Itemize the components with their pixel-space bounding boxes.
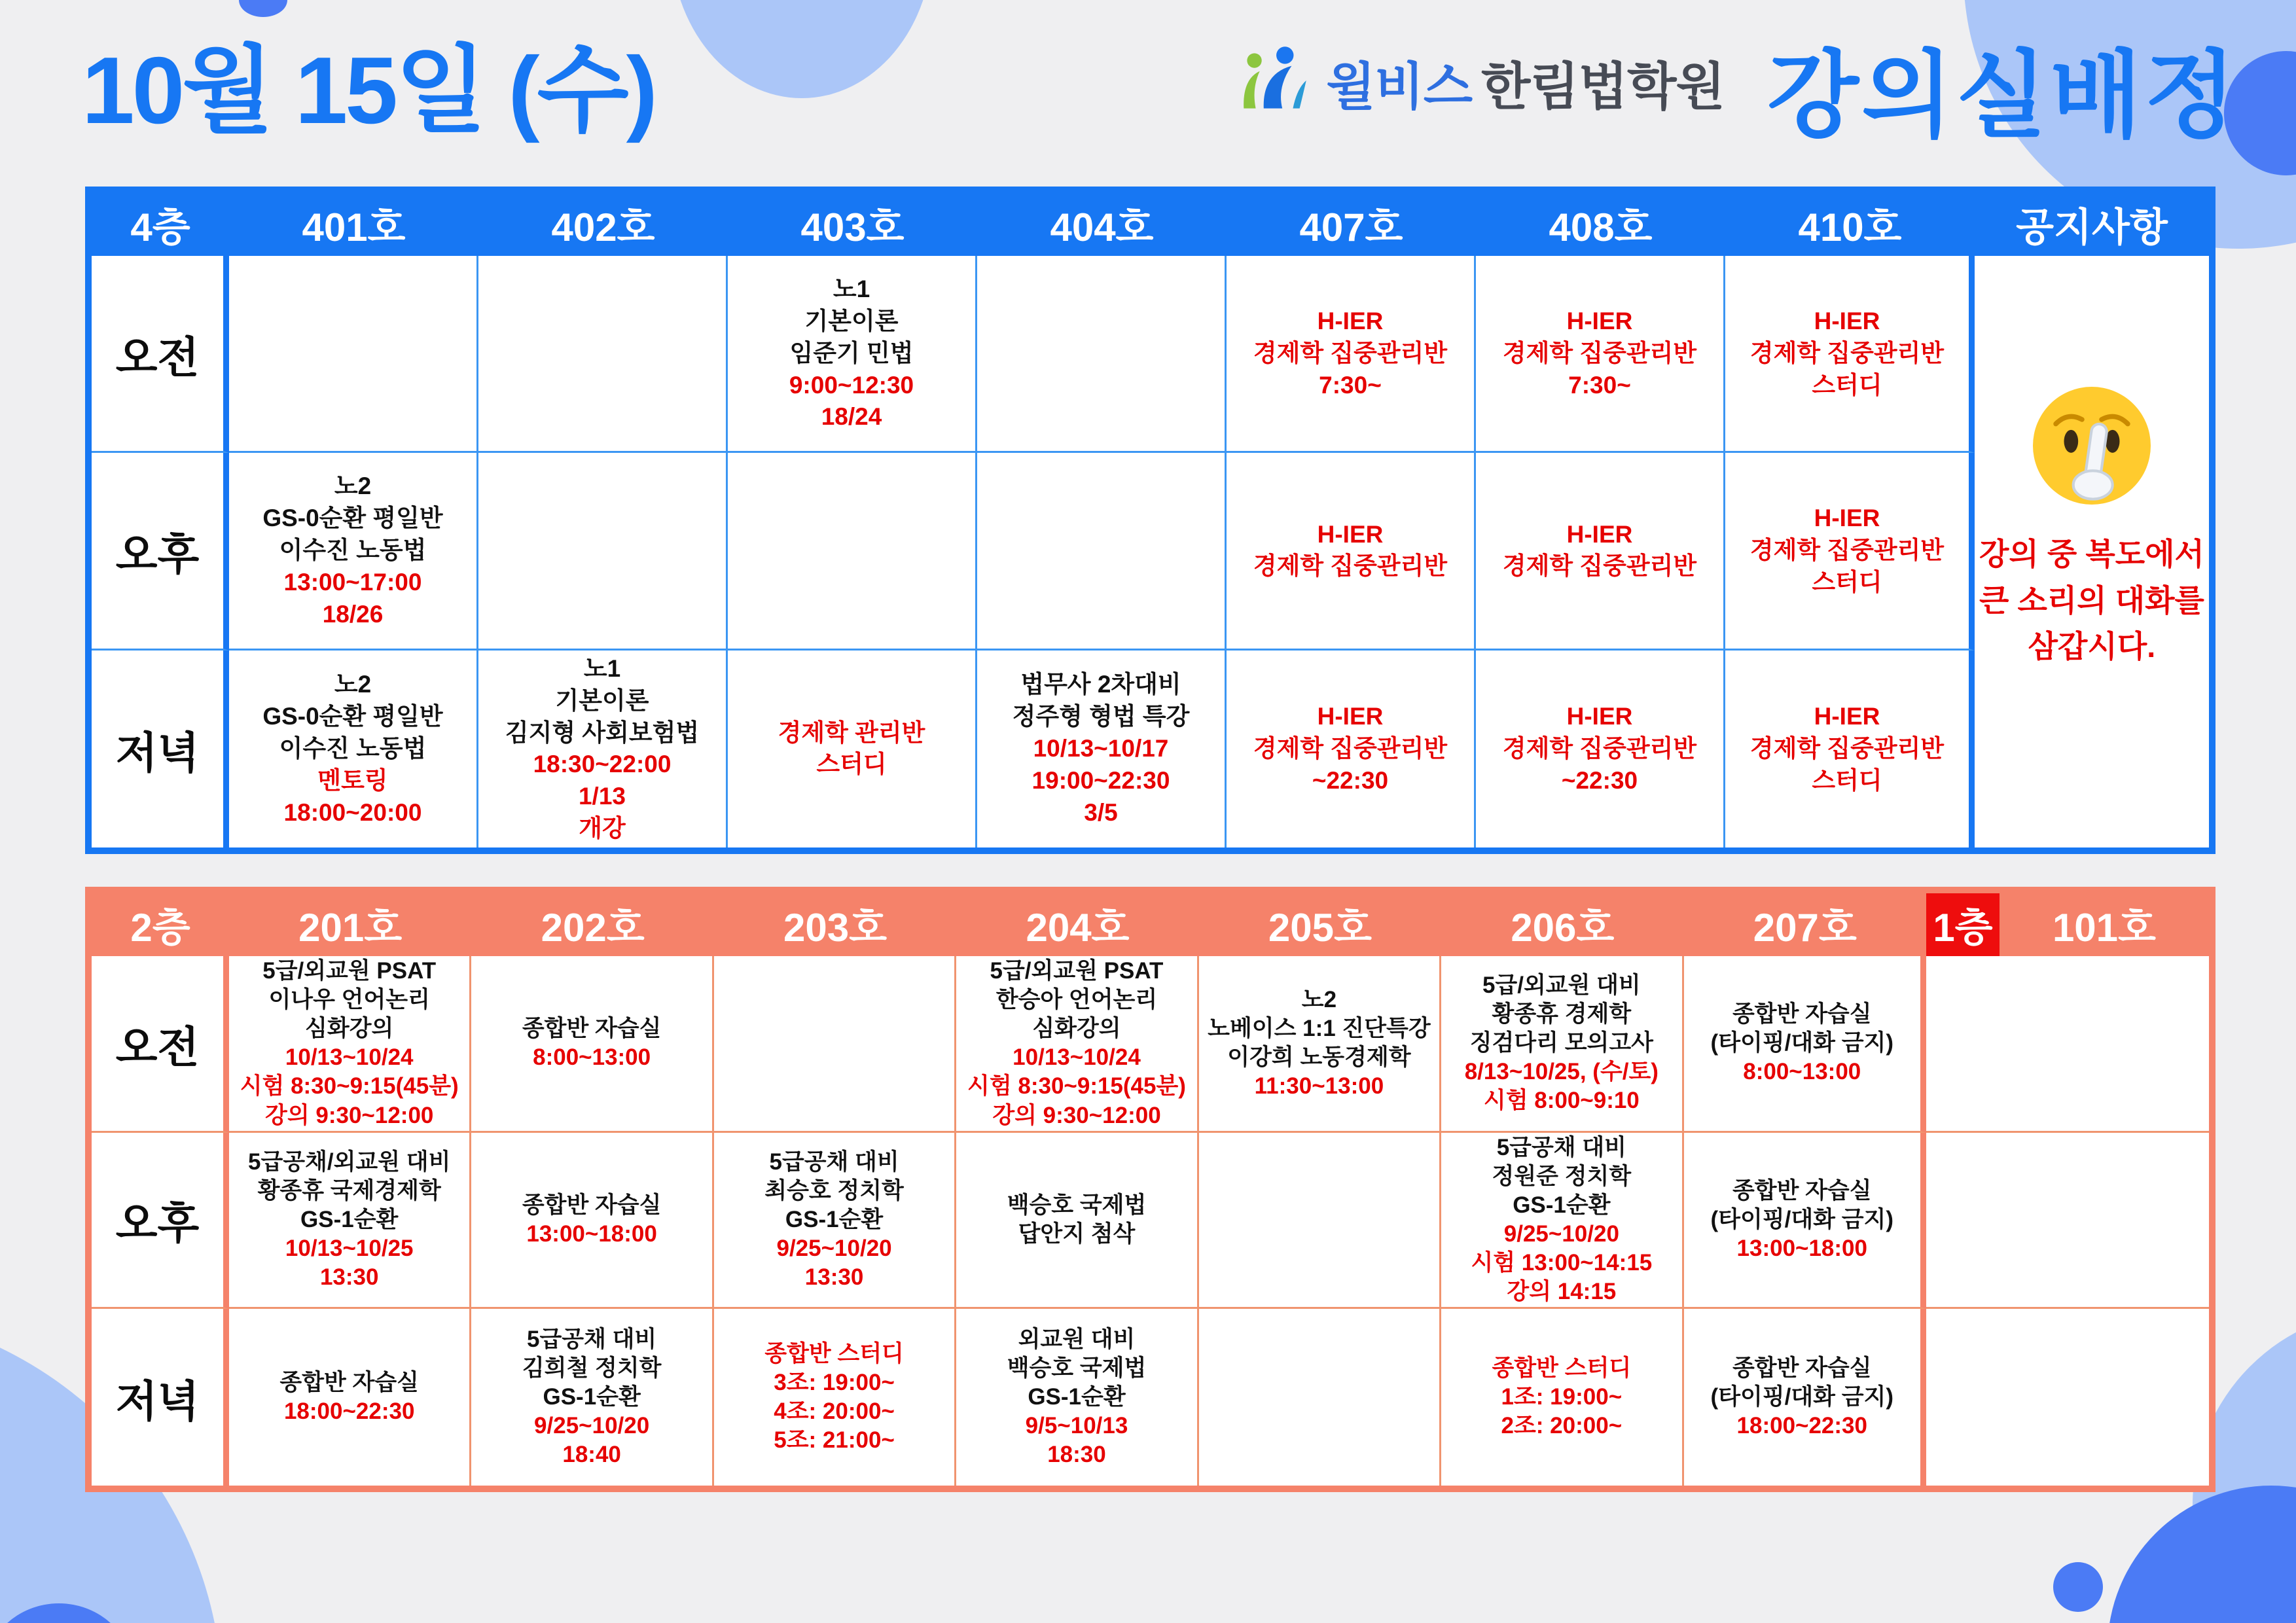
shushing-face-icon bbox=[2026, 380, 2157, 514]
schedule-cell bbox=[1684, 1133, 1926, 1310]
cell-line: 외교원 대비 bbox=[1018, 1326, 1136, 1352]
schedule-cell bbox=[229, 1309, 471, 1486]
cell-line: 멘토링 bbox=[317, 766, 388, 794]
time-label: 오후 bbox=[92, 1133, 229, 1310]
schedule-cell bbox=[1441, 1133, 1683, 1310]
cell-line: 10/13~10/24 bbox=[1013, 1044, 1141, 1071]
floor-label: 2층 bbox=[92, 893, 229, 956]
cell-line: 기본이론 bbox=[804, 307, 899, 334]
cell-line: 5급공채 대비 bbox=[527, 1326, 657, 1352]
schedule-cell bbox=[471, 1133, 713, 1310]
room-header: 207호 bbox=[1684, 893, 1926, 956]
cell-lines bbox=[1711, 1354, 1893, 1440]
schedule-cell bbox=[977, 256, 1227, 453]
schedule-cell bbox=[478, 651, 728, 847]
schedule-cell bbox=[714, 1309, 956, 1486]
cell-line: 법무사 2차대비 bbox=[1020, 671, 1181, 698]
cell-line: 18:00~22:30 bbox=[283, 1399, 415, 1425]
schedule-cell bbox=[1199, 956, 1441, 1133]
cell-line: 9:00~12:30 bbox=[789, 371, 914, 399]
cell-line: H-IER bbox=[1317, 703, 1384, 730]
schedule-cell bbox=[728, 453, 977, 650]
cell-lines bbox=[1492, 1354, 1632, 1440]
cell-line: 4조: 20:00~ bbox=[774, 1399, 895, 1425]
schedule-cell bbox=[1926, 1133, 2209, 1310]
notice-text bbox=[1979, 531, 2204, 670]
schedule-cell bbox=[977, 453, 1227, 650]
cell-lines bbox=[1253, 306, 1447, 401]
room-header: 206호 bbox=[1441, 893, 1683, 956]
cell-line: 3조: 19:00~ bbox=[774, 1370, 895, 1396]
cell-line: H-IER bbox=[1814, 703, 1880, 730]
room-header: 407호 bbox=[1227, 193, 1476, 256]
notice-line: 강의 중 복도에서 bbox=[1979, 537, 2204, 571]
cell-lines bbox=[1208, 986, 1431, 1101]
cell-lines bbox=[1750, 701, 1944, 796]
schedule-cell bbox=[471, 1309, 713, 1486]
schedule-cell bbox=[714, 956, 956, 1133]
cell-line: 9/25~10/20 bbox=[776, 1236, 892, 1262]
cell-line: 5급공채 대비 bbox=[769, 1149, 899, 1175]
schedule-cell bbox=[1725, 651, 1975, 847]
decor-circle bbox=[2108, 1486, 2296, 1623]
cell-line: H-IER bbox=[1814, 505, 1880, 532]
cell-lines bbox=[262, 669, 442, 829]
cell-line: GS-1순환 bbox=[1028, 1384, 1126, 1410]
cell-line: H-IER bbox=[1814, 307, 1880, 334]
floor4-table bbox=[85, 187, 2215, 854]
schedule-cell bbox=[229, 1133, 471, 1310]
decor-circle bbox=[2053, 1562, 2103, 1612]
cell-line: 스터디 bbox=[1812, 371, 1882, 399]
cell-line: (타이핑/대화 금지) bbox=[1710, 1030, 1893, 1056]
cell-line: 정원준 정치학 bbox=[1492, 1163, 1632, 1189]
cell-line: 한승아 언어논리 bbox=[996, 987, 1158, 1013]
cell-line: 13:30 bbox=[804, 1264, 864, 1291]
cell-line: 개강 bbox=[579, 814, 626, 842]
cell-line: (타이핑/대화 금지) bbox=[1710, 1384, 1893, 1410]
schedule-cell bbox=[728, 651, 977, 847]
cell-line: 시험 8:30~9:15(45분) bbox=[967, 1073, 1186, 1099]
cell-line: 5급/외교원 PSAT bbox=[262, 958, 437, 984]
cell-line: 노2 bbox=[334, 473, 372, 500]
cell-line: 최승호 정치학 bbox=[764, 1177, 904, 1204]
cell-lines bbox=[1503, 306, 1696, 401]
cell-line: 종합반 스터디 bbox=[1492, 1355, 1632, 1382]
cell-line: 종합반 자습실 bbox=[522, 1016, 662, 1042]
cell-line: ~22:30 bbox=[1561, 766, 1638, 794]
room-header: 403호 bbox=[728, 193, 977, 256]
cell-line: 1/13 bbox=[578, 783, 626, 810]
cell-lines bbox=[1007, 1325, 1147, 1469]
cell-line: GS-0순환 평일반 bbox=[262, 703, 443, 730]
cell-line: 노2 bbox=[334, 671, 372, 698]
cell-line: H-IER bbox=[1566, 307, 1633, 334]
schedule-cell bbox=[956, 956, 1198, 1133]
cell-lines bbox=[967, 957, 1186, 1130]
cell-lines bbox=[1503, 701, 1696, 796]
cell-line: 정주형 형법 특강 bbox=[1012, 703, 1190, 730]
cell-line: 기본이론 bbox=[555, 687, 649, 714]
cell-lines bbox=[1750, 306, 1944, 401]
cell-line: 18:40 bbox=[562, 1442, 621, 1468]
cell-lines bbox=[1007, 1191, 1147, 1249]
cell-line: GS-1순환 bbox=[785, 1206, 884, 1232]
cell-lines bbox=[1253, 519, 1447, 583]
cell-lines bbox=[778, 717, 925, 781]
cell-line: 답안지 첨삭 bbox=[1018, 1221, 1136, 1247]
schedule-cell bbox=[1199, 1309, 1441, 1486]
cell-line: 시험 13:00~14:15 bbox=[1471, 1250, 1653, 1276]
people-logo-icon bbox=[1230, 41, 1317, 124]
cell-line: 경제학 관리반 bbox=[778, 719, 925, 746]
cell-line: 노1 bbox=[583, 654, 621, 682]
cell-line: 종합반 자습실 bbox=[522, 1192, 662, 1218]
cell-line: 9/5~10/13 bbox=[1025, 1413, 1128, 1439]
cell-line: H-IER bbox=[1317, 520, 1384, 548]
cell-line: 이수진 노동법 bbox=[279, 537, 427, 564]
time-label: 오후 bbox=[92, 453, 229, 650]
room-header: 408호 bbox=[1476, 193, 1725, 256]
schedule-cell bbox=[956, 1133, 1198, 1310]
cell-line: 7:30~ bbox=[1319, 371, 1382, 399]
cell-line: 시험 8:00~9:10 bbox=[1483, 1088, 1640, 1114]
cell-line: 경제학 집중관리반 bbox=[1502, 552, 1697, 580]
cell-lines bbox=[240, 957, 459, 1130]
time-label: 저녁 bbox=[92, 651, 229, 847]
cell-line: 18:00~22:30 bbox=[1736, 1413, 1867, 1439]
schedule-cell bbox=[1199, 1133, 1441, 1310]
cell-line: 김희철 정치학 bbox=[522, 1355, 662, 1382]
schedule-cell bbox=[1441, 1309, 1683, 1486]
cell-line: 18:30 bbox=[1047, 1442, 1106, 1468]
schedule-cell bbox=[1476, 256, 1725, 453]
notice-line: 삼갑시다. bbox=[2028, 629, 2156, 664]
cell-line: 시험 8:30~9:15(45분) bbox=[240, 1073, 459, 1099]
cell-line: 3/5 bbox=[1084, 798, 1118, 826]
cell-line: (타이핑/대화 금지) bbox=[1710, 1206, 1893, 1232]
cell-lines bbox=[1711, 1177, 1893, 1263]
cell-lines bbox=[279, 1368, 419, 1426]
cell-line: 10/13~10/24 bbox=[285, 1044, 414, 1071]
cell-lines bbox=[262, 471, 442, 630]
schedule-cell bbox=[1441, 956, 1683, 1133]
cell-line: H-IER bbox=[1566, 703, 1633, 730]
cell-lines bbox=[764, 1148, 904, 1292]
cell-line: 5조: 21:00~ bbox=[774, 1427, 895, 1454]
cell-line: 13:00~18:00 bbox=[1736, 1236, 1867, 1262]
cell-line: ~22:30 bbox=[1312, 766, 1389, 794]
cell-line: 스터디 bbox=[816, 751, 887, 778]
room-header: 204호 bbox=[956, 893, 1198, 956]
schedule-cell bbox=[1926, 1309, 2209, 1486]
cell-line: 경제학 집중관리반 bbox=[1749, 537, 1945, 564]
cell-line: GS-1순환 bbox=[300, 1206, 399, 1232]
room-header: 404호 bbox=[977, 193, 1227, 256]
cell-line: 13:00~18:00 bbox=[526, 1221, 657, 1247]
schedule-cell bbox=[478, 453, 728, 650]
cell-line: 9/25~10/20 bbox=[1503, 1221, 1619, 1247]
cell-lines bbox=[522, 1191, 662, 1249]
cell-line: 강의 9:30~12:00 bbox=[992, 1102, 1161, 1128]
cell-line: 경제학 집중관리반 bbox=[1253, 552, 1448, 580]
cell-line: H-IER bbox=[1317, 307, 1384, 334]
room-header: 205호 bbox=[1199, 893, 1441, 956]
cell-line: 18/26 bbox=[322, 600, 384, 628]
room-header: 202호 bbox=[471, 893, 713, 956]
cell-line: 종합반 자습실 bbox=[1732, 1355, 1872, 1382]
schedule-cell bbox=[471, 956, 713, 1133]
cell-line: 7:30~ bbox=[1568, 371, 1631, 399]
cell-line: 13:00~17:00 bbox=[283, 568, 422, 596]
cell-line: 강의 9:30~12:00 bbox=[265, 1102, 434, 1128]
cell-line: 노1 bbox=[833, 276, 870, 303]
cell-line: 이강희 노동경제학 bbox=[1227, 1044, 1411, 1071]
cell-lines bbox=[1503, 519, 1696, 583]
schedule-cell bbox=[478, 256, 728, 453]
cell-line: 황종휴 국제경제학 bbox=[257, 1177, 441, 1204]
cell-lines bbox=[505, 653, 699, 845]
room-header: 402호 bbox=[478, 193, 728, 256]
cell-line: 노2 bbox=[1301, 987, 1337, 1013]
schedule-cell bbox=[229, 453, 478, 650]
cell-line: 노베이스 1:1 진단특강 bbox=[1208, 1016, 1431, 1042]
cell-line: GS-1순환 bbox=[1513, 1192, 1611, 1218]
brand-name-1: 윌비스 bbox=[1326, 57, 1473, 115]
cell-lines bbox=[1465, 971, 1659, 1115]
poster-heading: 강의실배정 bbox=[1767, 43, 2239, 149]
floor1-room-header: 101호 bbox=[2000, 893, 2209, 956]
cell-line: 이수진 노동법 bbox=[279, 734, 427, 762]
cell-line: 19:00~22:30 bbox=[1031, 766, 1170, 794]
room-header: 410호 bbox=[1725, 193, 1975, 256]
cell-lines bbox=[1471, 1133, 1652, 1307]
schedule-cell bbox=[956, 1309, 1198, 1486]
cell-line: 8/13~10/25, (수/토) bbox=[1464, 1059, 1659, 1085]
floor2-table bbox=[85, 887, 2215, 1492]
cell-line: GS-1순환 bbox=[543, 1384, 641, 1410]
cell-line: 5급/외교원 대비 bbox=[1482, 972, 1641, 999]
cell-lines bbox=[248, 1148, 450, 1292]
cell-line: 경제학 집중관리반 bbox=[1749, 339, 1945, 366]
cell-lines bbox=[1750, 503, 1944, 598]
time-label: 저녁 bbox=[92, 1309, 229, 1486]
cell-line: 심화강의 bbox=[305, 1016, 394, 1042]
cell-line: 스터디 bbox=[1812, 568, 1882, 596]
schedule-cell bbox=[1725, 453, 1975, 650]
schedule-cell bbox=[229, 256, 478, 453]
cell-line: 김지형 사회보험법 bbox=[505, 719, 700, 746]
notice-cell bbox=[1975, 256, 2209, 847]
cell-lines bbox=[789, 274, 914, 433]
cell-line: 경제학 집중관리반 bbox=[1502, 339, 1697, 366]
cell-line: 13:30 bbox=[319, 1264, 379, 1291]
cell-lines bbox=[1013, 669, 1190, 829]
schedule-cell bbox=[1926, 956, 2209, 1133]
cell-line: 심화강의 bbox=[1032, 1016, 1121, 1042]
cell-line: 종합반 자습실 bbox=[1732, 1177, 1872, 1204]
schedule-cell bbox=[1725, 256, 1975, 453]
room-header: 201호 bbox=[229, 893, 471, 956]
cell-line: 5급/외교원 PSAT bbox=[990, 958, 1164, 984]
schedule-cell bbox=[1684, 956, 1926, 1133]
schedule-cell bbox=[1684, 1309, 1926, 1486]
cell-line: 종합반 자습실 bbox=[279, 1370, 419, 1396]
schedule-cell bbox=[1227, 453, 1476, 650]
cell-line: 황종휴 경제학 bbox=[1492, 1001, 1632, 1027]
brand-name-2: 한림법학원 bbox=[1481, 57, 1725, 115]
cell-line: 경제학 집중관리반 bbox=[1749, 734, 1945, 762]
room-header: 401호 bbox=[229, 193, 478, 256]
notice-line: 큰 소리의 대화를 bbox=[1979, 582, 2204, 618]
cell-line: 2조: 20:00~ bbox=[1501, 1413, 1623, 1439]
schedule-cell bbox=[1227, 651, 1476, 847]
cell-line: 임준기 민법 bbox=[789, 339, 914, 366]
cell-line: 5급공채/외교원 대비 bbox=[248, 1149, 451, 1175]
decor-circle bbox=[671, 0, 933, 98]
cell-line: 이나우 언어논리 bbox=[268, 987, 430, 1013]
cell-line: 10/13~10/25 bbox=[285, 1236, 414, 1262]
floor-label: 4층 bbox=[92, 193, 229, 256]
cell-line: 18:30~22:00 bbox=[533, 751, 672, 778]
cell-line: 종합반 스터디 bbox=[764, 1340, 904, 1366]
cell-line: 스터디 bbox=[1812, 766, 1882, 794]
cell-line: GS-0순환 평일반 bbox=[262, 505, 443, 532]
cell-line: 8:00~13:00 bbox=[1743, 1059, 1861, 1085]
floor1-label: 1층 bbox=[1926, 893, 2000, 956]
schedule-cell bbox=[229, 651, 478, 847]
cell-line: 경제학 집중관리반 bbox=[1253, 734, 1448, 762]
cell-line: 백승호 국제법 bbox=[1007, 1192, 1147, 1218]
cell-line: 10/13~10/17 bbox=[1033, 734, 1169, 762]
cell-line: 18/24 bbox=[821, 403, 882, 431]
schedule-cell bbox=[977, 651, 1227, 847]
cell-line: 9/25~10/20 bbox=[534, 1413, 650, 1439]
page-title: 10월 15일 (수) bbox=[82, 37, 655, 143]
cell-line: 1조: 19:00~ bbox=[1501, 1384, 1623, 1410]
room-header: 203호 bbox=[714, 893, 956, 956]
schedule-cell bbox=[1476, 453, 1725, 650]
cell-lines bbox=[1253, 701, 1447, 796]
schedule-cell bbox=[229, 956, 471, 1133]
cell-line: 11:30~13:00 bbox=[1254, 1073, 1384, 1099]
cell-lines bbox=[1711, 1000, 1893, 1086]
cell-lines bbox=[522, 1014, 662, 1072]
cell-line: 종합반 자습실 bbox=[1732, 1001, 1872, 1027]
cell-line: 백승호 국제법 bbox=[1007, 1355, 1147, 1382]
cell-line: 경제학 집중관리반 bbox=[1253, 339, 1448, 366]
notice-header: 공지사항 bbox=[1975, 193, 2209, 256]
schedule-cell bbox=[1476, 651, 1725, 847]
cell-line: 징검다리 모의고사 bbox=[1469, 1030, 1653, 1056]
brand-logo bbox=[1230, 41, 1725, 124]
schedule-cell bbox=[1227, 256, 1476, 453]
cell-line: 5급공채 대비 bbox=[1496, 1134, 1626, 1160]
cell-line: 경제학 집중관리반 bbox=[1502, 734, 1697, 762]
cell-line: 18:00~20:00 bbox=[283, 798, 422, 826]
cell-line: 강의 14:15 bbox=[1507, 1279, 1617, 1305]
cell-lines bbox=[764, 1340, 904, 1455]
time-label: 오전 bbox=[92, 956, 229, 1133]
schedule-cell bbox=[714, 1133, 956, 1310]
cell-lines bbox=[522, 1325, 662, 1469]
cell-line: 8:00~13:00 bbox=[533, 1044, 651, 1071]
time-label: 오전 bbox=[92, 256, 229, 453]
schedule-cell bbox=[728, 256, 977, 453]
cell-line: H-IER bbox=[1566, 520, 1633, 548]
